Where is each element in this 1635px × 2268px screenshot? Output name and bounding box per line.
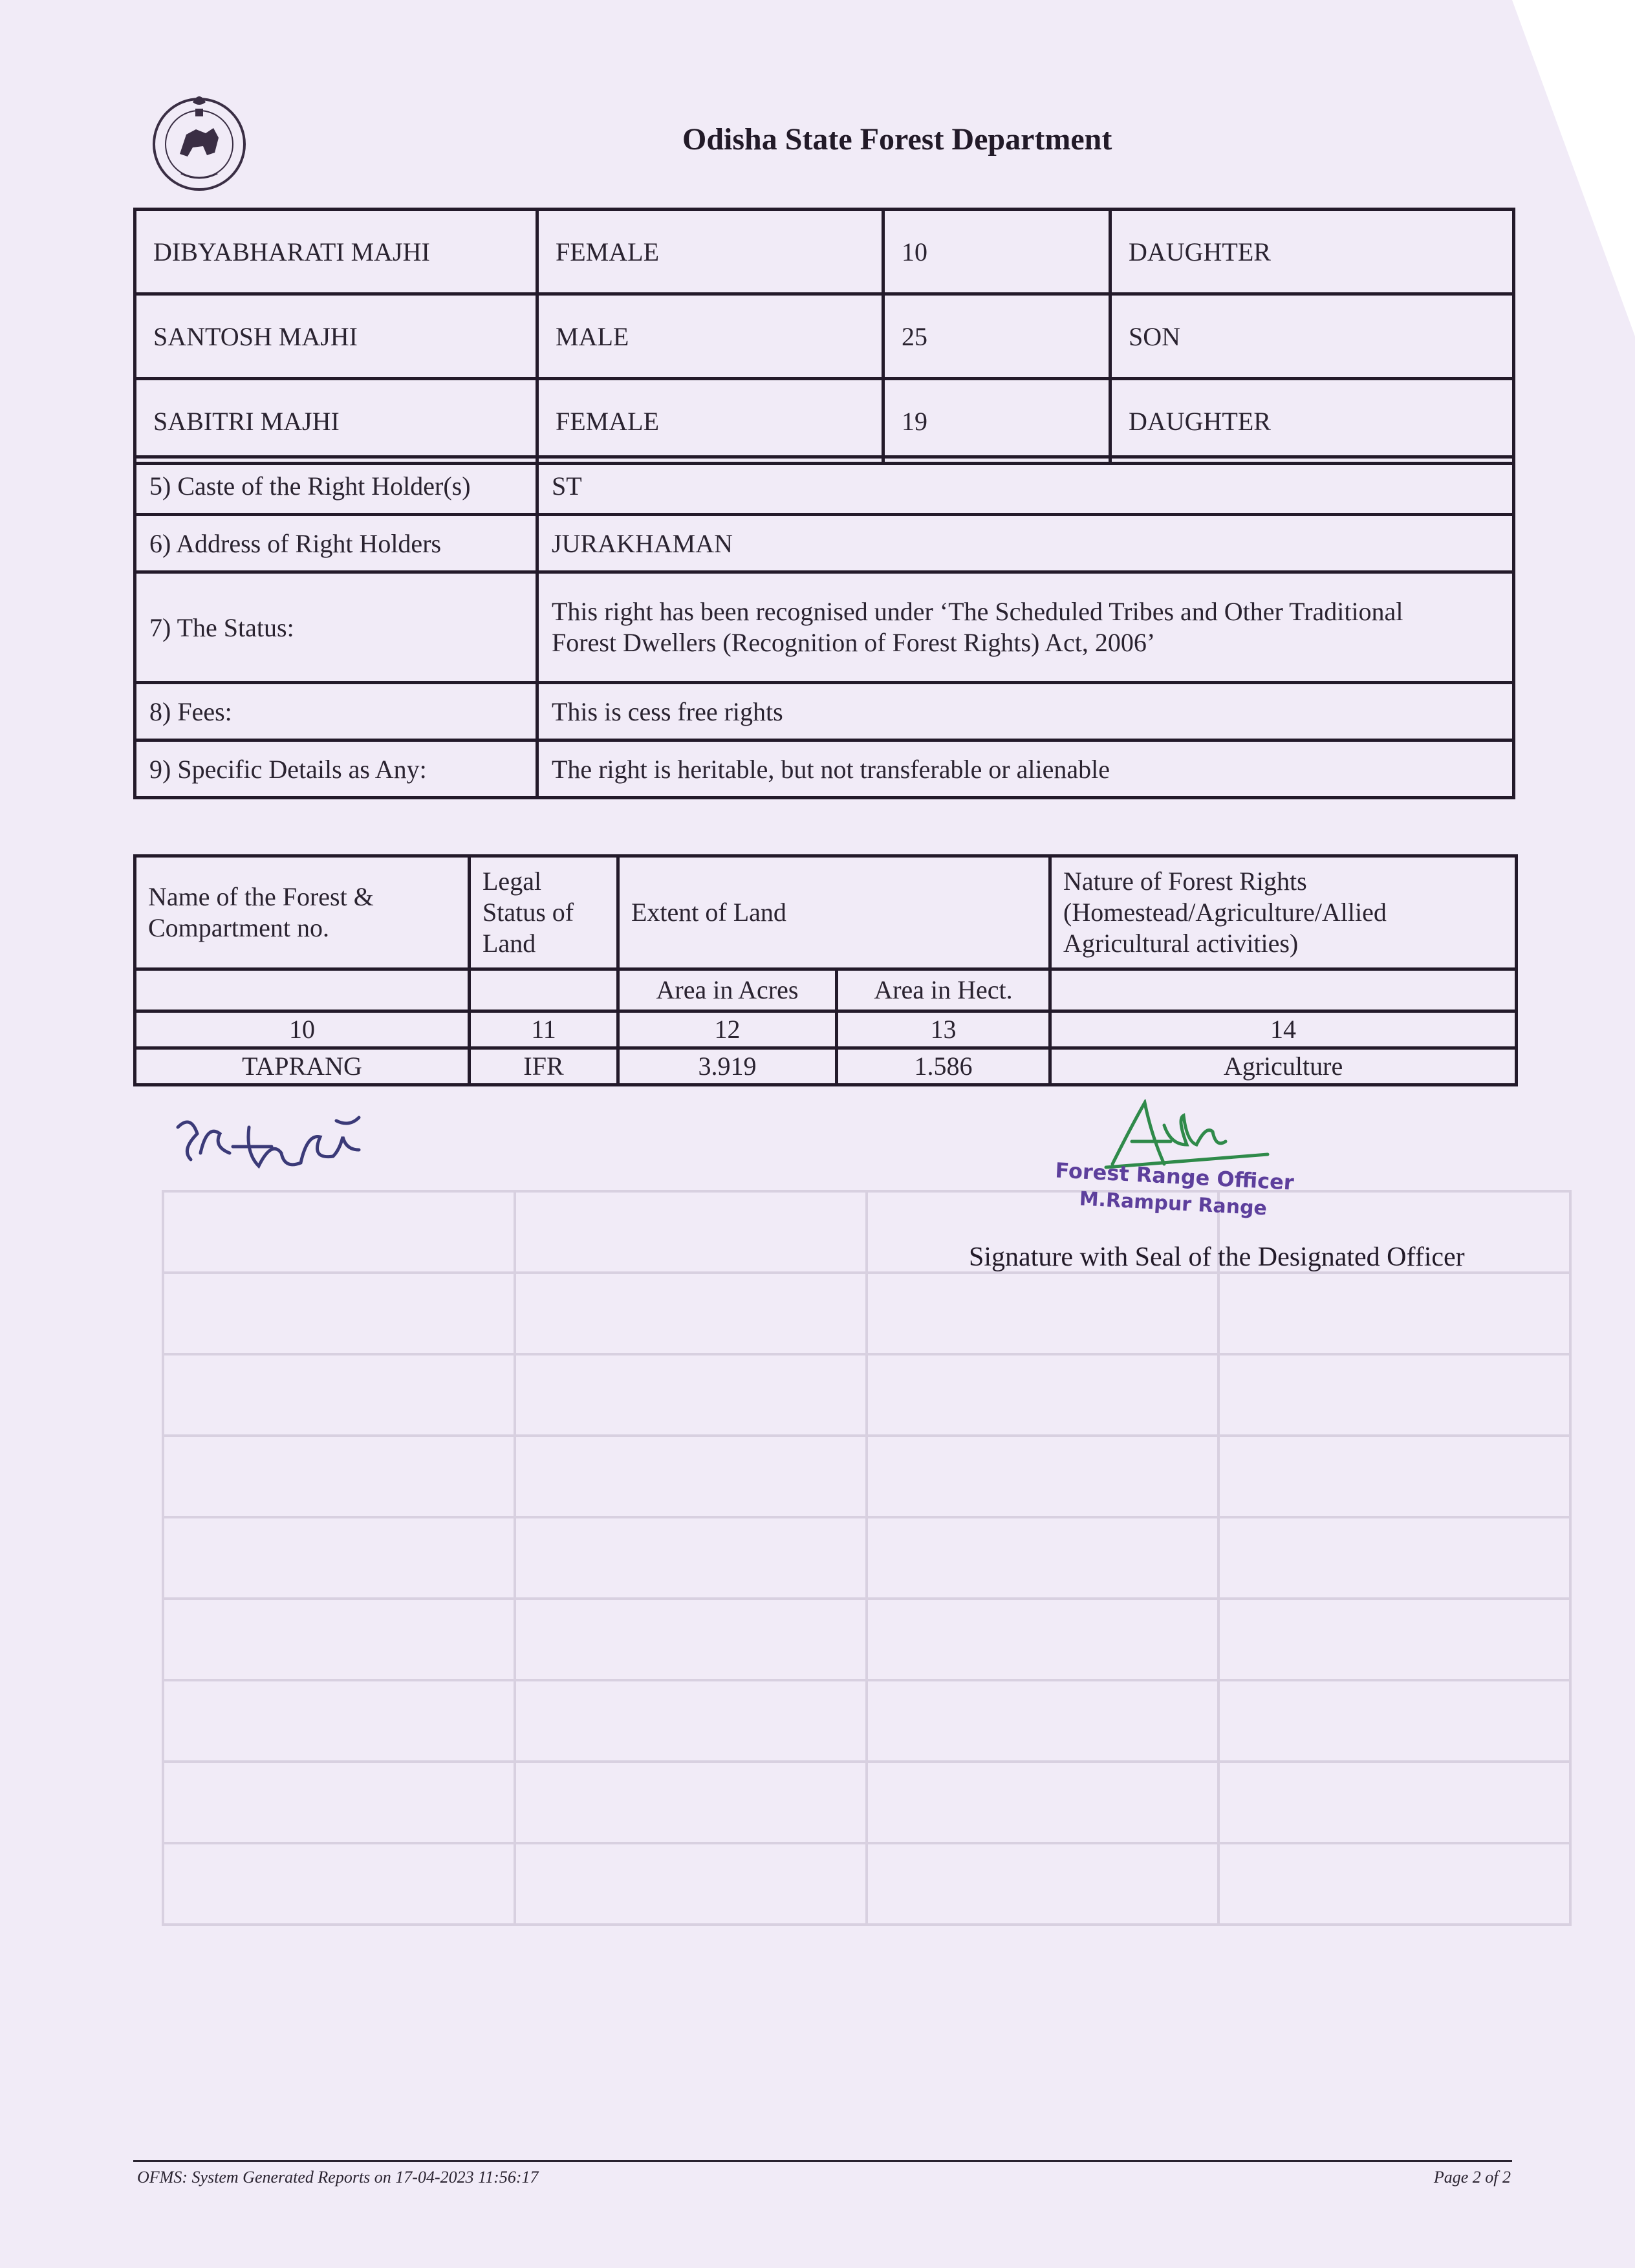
table-row [135,1048,1517,1085]
table-row [135,294,1514,379]
column-number: 10 [135,1011,470,1048]
table-row [135,457,1514,515]
empty-cell [470,969,618,1011]
specific-details-value: The right is heritable, but not transferable or alienable [537,740,1514,798]
page-title: Odisha State Forest Department [682,122,1112,157]
stamp-range: M.Rampur Range [1078,1187,1268,1220]
fees-value: This is cess free rights [537,683,1514,740]
table-row [135,572,1514,683]
status-line-1: This right has been recognised under ‘The Scheduled Tribes and Other Traditional [552,597,1403,626]
stamp-designation: Forest Range Officer [1054,1158,1295,1195]
area-acres-header: Area in Acres [618,969,837,1011]
member-relation: DAUGHTER [1110,379,1514,464]
member-name: SANTOSH MAJHI [135,294,537,379]
status-label: 7) The Status: [135,572,537,683]
show-through-table [162,1190,1572,1992]
specific-details-label: 9) Specific Details as Any: [135,740,537,798]
odisha-emblem-icon [147,83,251,193]
table-subheader-row [135,969,1517,1011]
member-age: 25 [883,294,1110,379]
member-gender: MALE [537,294,883,379]
status-line-2: Forest Dwellers (Recognition of Forest Rights) Act, 2006’ [552,628,1156,657]
address-value: JURAKHAMAN [537,515,1514,572]
table-row [135,683,1514,740]
column-number: 13 [837,1011,1050,1048]
caste-value: ST [537,457,1514,515]
empty-cell [1050,969,1517,1011]
page-fold [1512,0,1635,336]
empty-cell [135,969,470,1011]
forest-name-header: Name of the Forest & Compartment no. [135,856,470,969]
caste-label: 5) Caste of the Right Holder(s) [135,457,537,515]
member-gender: FEMALE [537,210,883,294]
nature-of-rights-header: Nature of Forest Rights (Homestead/Agriculture/Allied Agricultural activities) [1050,856,1517,969]
table-header-row [135,856,1517,969]
column-number: 11 [470,1011,618,1048]
member-age: 19 [883,379,1110,464]
table-row [135,210,1514,294]
footer-generated-note: OFMS: System Generated Reports on 17-04-2023 11:56:17 [137,2168,539,2187]
signature-caption: Signature with Seal of the Designated Officer [969,1242,1465,1272]
table-row [135,740,1514,798]
right-holder-signature [171,1108,404,1185]
column-number: 14 [1050,1011,1517,1048]
member-relation: DAUGHTER [1110,210,1514,294]
column-number: 12 [618,1011,837,1048]
area-hect-value: 1.586 [837,1048,1050,1085]
area-hect-header: Area in Hect. [837,969,1050,1011]
family-members-table [133,208,1515,465]
fees-label: 8) Fees: [135,683,537,740]
legal-status-header: Legal Status of Land [470,856,618,969]
land-details-table [133,854,1518,1086]
member-name: SABITRI MAJHI [135,379,537,464]
footer-page-number: Page 2 of 2 [1433,2168,1511,2187]
member-age: 10 [883,210,1110,294]
status-value [537,572,1514,683]
member-gender: FEMALE [537,379,883,464]
area-acres-value: 3.919 [618,1048,837,1085]
right-details-table [133,455,1515,799]
address-label: 6) Address of Right Holders [135,515,537,572]
forest-name-value: TAPRANG [135,1048,470,1085]
member-relation: SON [1110,294,1514,379]
legal-status-value: IFR [470,1048,618,1085]
footer-divider [133,2160,1512,2162]
table-row [135,379,1514,464]
extent-of-land-header: Extent of Land [618,856,1050,969]
column-number-row [135,1011,1517,1048]
table-row [135,515,1514,572]
nature-of-rights-value: Agriculture [1050,1048,1517,1085]
member-name: DIBYABHARATI MAJHI [135,210,537,294]
